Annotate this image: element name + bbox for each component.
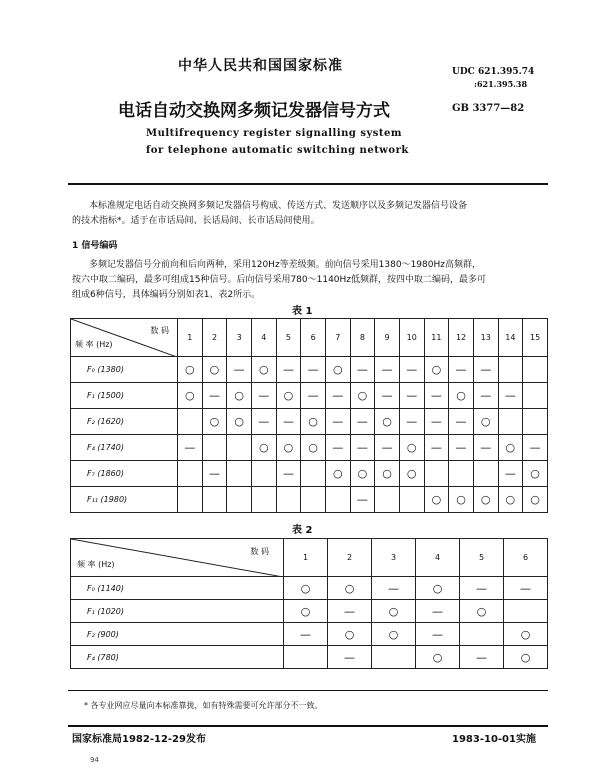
code-cell: — bbox=[473, 383, 498, 409]
code-cell: — bbox=[375, 357, 400, 383]
code-cell: ○ bbox=[251, 357, 276, 383]
code-cell bbox=[202, 487, 227, 513]
code-cell bbox=[473, 461, 498, 487]
table2-caption: 表 2 bbox=[292, 525, 313, 536]
t1-col: 9 bbox=[375, 319, 400, 357]
t1-col: 14 bbox=[498, 319, 523, 357]
table-row bbox=[71, 383, 548, 409]
t1-col: 4 bbox=[251, 319, 276, 357]
code-cell: ○ bbox=[498, 487, 523, 513]
footnote: * 各专业网应尽量向本标准靠拢，如有特殊需要可允许部分不一致。 bbox=[84, 701, 323, 710]
code-cell: — bbox=[449, 357, 474, 383]
code-cell: — bbox=[276, 357, 301, 383]
code-cell bbox=[301, 487, 326, 513]
code-cell: — bbox=[301, 383, 326, 409]
table-row bbox=[71, 600, 548, 623]
code-cell: — bbox=[301, 357, 326, 383]
document-title-en-2: for telephone automatic switching network bbox=[146, 145, 409, 156]
code-cell bbox=[424, 461, 449, 487]
code-cell bbox=[301, 461, 326, 487]
code-cell: — bbox=[251, 383, 276, 409]
code-cell bbox=[523, 409, 548, 435]
code-cell: ○ bbox=[284, 577, 328, 600]
t2-col: 4 bbox=[416, 539, 460, 577]
code-cell bbox=[498, 409, 523, 435]
code-cell: ○ bbox=[399, 435, 424, 461]
code-cell bbox=[251, 461, 276, 487]
table-row bbox=[71, 646, 548, 669]
code-cell: — bbox=[460, 646, 504, 669]
code-cell: ○ bbox=[227, 383, 252, 409]
footnote-rule bbox=[68, 690, 548, 691]
t2-col: 2 bbox=[328, 539, 372, 577]
code-cell: ○ bbox=[504, 623, 548, 646]
t1-col: 1 bbox=[178, 319, 203, 357]
code-cell bbox=[178, 487, 203, 513]
code-cell: — bbox=[350, 487, 375, 513]
code-cell: ○ bbox=[178, 357, 203, 383]
table1-freq-label: 频 率 (Hz) bbox=[75, 340, 113, 349]
code-cell: ○ bbox=[328, 577, 372, 600]
code-cell: — bbox=[375, 435, 400, 461]
frequency-label: F₀ (1380) bbox=[71, 357, 178, 383]
table1-caption: 表 1 bbox=[292, 306, 313, 317]
code-cell: — bbox=[251, 409, 276, 435]
frequency-label: F₁ (1020) bbox=[71, 600, 284, 623]
code-cell bbox=[325, 487, 350, 513]
code-cell bbox=[227, 461, 252, 487]
code-cell bbox=[375, 487, 400, 513]
table-row bbox=[71, 409, 548, 435]
t1-col: 12 bbox=[449, 319, 474, 357]
code-cell: — bbox=[473, 435, 498, 461]
table-row bbox=[71, 487, 548, 513]
t1-col: 15 bbox=[523, 319, 548, 357]
code-cell bbox=[460, 623, 504, 646]
code-cell: ○ bbox=[350, 461, 375, 487]
udc-code-2: :621.395.38 bbox=[474, 79, 528, 89]
code-cell: ○ bbox=[449, 487, 474, 513]
code-cell bbox=[449, 461, 474, 487]
code-cell: ○ bbox=[416, 577, 460, 600]
t2-col: 6 bbox=[504, 539, 548, 577]
udc-code: UDC 621.395.74 bbox=[452, 67, 535, 77]
code-cell bbox=[284, 646, 328, 669]
frequency-label: F₄ (780) bbox=[71, 646, 284, 669]
document-title-cn: 电话自动交换网多频记发器信号方式 bbox=[118, 101, 390, 121]
t1-col: 2 bbox=[202, 319, 227, 357]
code-cell: — bbox=[284, 623, 328, 646]
issue-date: 国家标准局1982-12-29发布 bbox=[72, 734, 206, 745]
para-line-3: 组成6种信号，具体编码分别如表1、表2所示。 bbox=[72, 290, 261, 300]
code-cell: — bbox=[424, 435, 449, 461]
code-cell: ○ bbox=[375, 409, 400, 435]
code-cell: — bbox=[350, 435, 375, 461]
code-cell bbox=[227, 435, 252, 461]
code-cell: — bbox=[460, 577, 504, 600]
code-cell bbox=[523, 383, 548, 409]
intro-line-1: 本标准规定电话自动交换网多频记发器信号构成、传送方式、发送顺序以及多频记发器信号设备 bbox=[89, 201, 468, 211]
code-cell: — bbox=[504, 577, 548, 600]
code-cell: ○ bbox=[178, 383, 203, 409]
table2-freq-label: 频 率 (Hz) bbox=[77, 560, 115, 569]
code-cell bbox=[399, 487, 424, 513]
code-cell: ○ bbox=[372, 600, 416, 623]
frequency-label: F₁ (1500) bbox=[71, 383, 178, 409]
code-cell: ○ bbox=[328, 623, 372, 646]
code-cell: ○ bbox=[424, 487, 449, 513]
code-cell: ○ bbox=[202, 409, 227, 435]
code-cell: ○ bbox=[284, 600, 328, 623]
code-cell bbox=[276, 487, 301, 513]
code-cell: — bbox=[399, 383, 424, 409]
para-line-1: 多频记发器信号分前向和后向两种，采用120Hz等差级频。前向信号采用1380～1980Hz高频群， bbox=[89, 260, 481, 270]
code-cell: ○ bbox=[276, 435, 301, 461]
code-cell: ○ bbox=[424, 357, 449, 383]
code-cell bbox=[372, 646, 416, 669]
code-cell: ○ bbox=[301, 409, 326, 435]
t1-col: 7 bbox=[325, 319, 350, 357]
code-cell: — bbox=[416, 623, 460, 646]
code-cell: ○ bbox=[251, 435, 276, 461]
t1-col: 13 bbox=[473, 319, 498, 357]
t1-col: 10 bbox=[399, 319, 424, 357]
table1-corner-header bbox=[71, 319, 178, 357]
standard-number: GB 3377—82 bbox=[452, 103, 525, 114]
code-cell: ○ bbox=[227, 409, 252, 435]
code-cell: — bbox=[325, 409, 350, 435]
code-cell: ○ bbox=[399, 461, 424, 487]
code-cell: — bbox=[498, 383, 523, 409]
t1-col: 8 bbox=[350, 319, 375, 357]
code-cell: ○ bbox=[523, 487, 548, 513]
code-cell: ○ bbox=[416, 646, 460, 669]
table-row bbox=[71, 435, 548, 461]
code-cell: ○ bbox=[449, 383, 474, 409]
table-2 bbox=[70, 538, 548, 669]
para-line-2: 按六中取二编码，最多可组成15种信号。后向信号采用780～1140Hz低频群，按四中取二编码，最多可 bbox=[72, 275, 487, 285]
table-row bbox=[71, 577, 548, 600]
table2-corner-header bbox=[71, 539, 284, 577]
diagonal-line bbox=[71, 539, 283, 577]
header-rule bbox=[68, 183, 548, 185]
frequency-label: F₀ (1140) bbox=[71, 577, 284, 600]
code-cell bbox=[504, 600, 548, 623]
code-cell: ○ bbox=[473, 409, 498, 435]
code-cell: — bbox=[202, 461, 227, 487]
code-cell: — bbox=[498, 461, 523, 487]
code-cell: — bbox=[416, 600, 460, 623]
intro-line-2: 的技术指标*。适于在市话局间、长话局间、长市话局间使用。 bbox=[72, 216, 320, 226]
t1-col: 11 bbox=[424, 319, 449, 357]
code-cell: — bbox=[424, 383, 449, 409]
code-cell: ○ bbox=[202, 357, 227, 383]
t1-col: 6 bbox=[301, 319, 326, 357]
code-cell: — bbox=[227, 357, 252, 383]
table-row bbox=[71, 461, 548, 487]
code-cell: ○ bbox=[504, 646, 548, 669]
code-cell: — bbox=[328, 646, 372, 669]
code-cell: — bbox=[325, 383, 350, 409]
code-cell: — bbox=[523, 435, 548, 461]
page-number: 94 bbox=[90, 756, 99, 764]
code-cell: — bbox=[449, 435, 474, 461]
frequency-label: F₁₁ (1980) bbox=[71, 487, 178, 513]
table2-code-label: 数 码 bbox=[250, 547, 269, 556]
code-cell: — bbox=[473, 357, 498, 383]
code-cell: ○ bbox=[301, 435, 326, 461]
code-cell bbox=[498, 357, 523, 383]
code-cell: ○ bbox=[325, 357, 350, 383]
t2-col: 5 bbox=[460, 539, 504, 577]
table1-code-label: 数 码 bbox=[150, 326, 169, 335]
code-cell: — bbox=[375, 383, 400, 409]
code-cell: ○ bbox=[473, 487, 498, 513]
code-cell bbox=[523, 357, 548, 383]
table-1 bbox=[70, 318, 548, 513]
t1-col: 5 bbox=[276, 319, 301, 357]
code-cell: ○ bbox=[498, 435, 523, 461]
frequency-label: F₄ (1740) bbox=[71, 435, 178, 461]
code-cell: — bbox=[350, 357, 375, 383]
code-cell: — bbox=[178, 435, 203, 461]
code-cell: ○ bbox=[460, 600, 504, 623]
code-cell: ○ bbox=[523, 461, 548, 487]
code-cell: — bbox=[202, 383, 227, 409]
code-cell: — bbox=[328, 600, 372, 623]
code-cell: — bbox=[449, 409, 474, 435]
section-heading: 1 信号编码 bbox=[72, 241, 118, 251]
code-cell: ○ bbox=[372, 623, 416, 646]
code-cell bbox=[202, 435, 227, 461]
code-cell: — bbox=[325, 435, 350, 461]
code-cell: ○ bbox=[350, 383, 375, 409]
code-cell: — bbox=[424, 409, 449, 435]
issuing-authority: 中华人民共和国国家标准 bbox=[178, 58, 343, 74]
frequency-label: F₂ (1620) bbox=[71, 409, 178, 435]
code-cell: — bbox=[372, 577, 416, 600]
t2-col: 1 bbox=[284, 539, 328, 577]
code-cell: — bbox=[350, 409, 375, 435]
frequency-label: F₂ (900) bbox=[71, 623, 284, 646]
code-cell: ○ bbox=[375, 461, 400, 487]
code-cell bbox=[227, 487, 252, 513]
code-cell: ○ bbox=[325, 461, 350, 487]
code-cell: — bbox=[276, 461, 301, 487]
code-cell: — bbox=[276, 409, 301, 435]
code-cell bbox=[178, 409, 203, 435]
table-row bbox=[71, 623, 548, 646]
code-cell bbox=[251, 487, 276, 513]
footer-rule bbox=[68, 725, 548, 727]
table-row bbox=[71, 357, 548, 383]
frequency-label: F₇ (1860) bbox=[71, 461, 178, 487]
t1-col: 3 bbox=[227, 319, 252, 357]
code-cell: — bbox=[399, 409, 424, 435]
code-cell: ○ bbox=[276, 383, 301, 409]
effective-date: 1983-10-01实施 bbox=[452, 734, 536, 745]
code-cell bbox=[178, 461, 203, 487]
document-title-en-1: Multifrequency register signalling system bbox=[146, 128, 402, 139]
code-cell: — bbox=[399, 357, 424, 383]
t2-col: 3 bbox=[372, 539, 416, 577]
